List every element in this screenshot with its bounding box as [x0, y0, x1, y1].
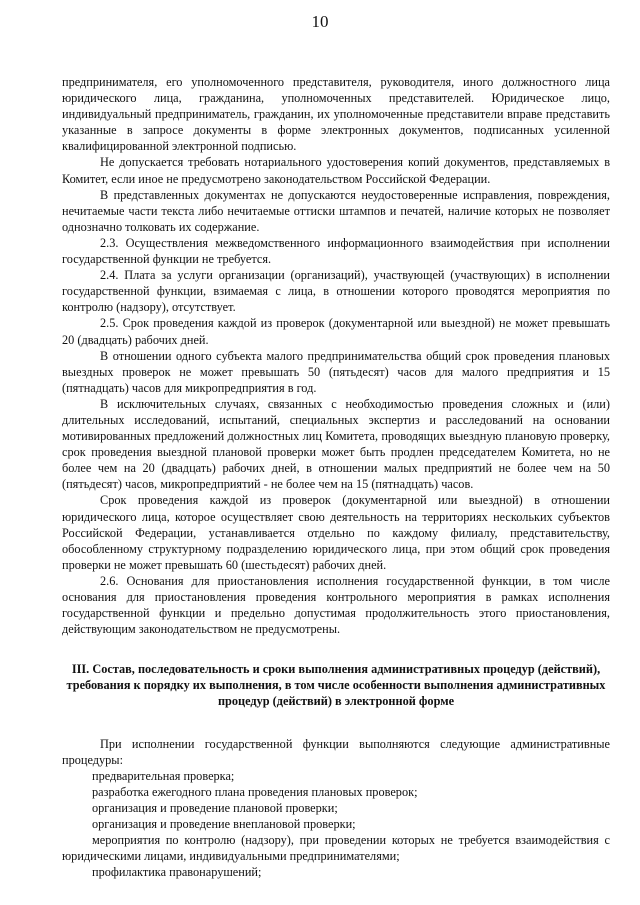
paragraph: Не допускается требовать нотариального удостоверения копий документов, представляемых в Комитет, если иное не предусмотрено законодательством Российской Федерации.	[62, 155, 610, 186]
procedure-item: предварительная проверка;	[92, 768, 235, 783]
paragraph: 2.5. Срок проведения каждой из проверок (документарной или выездной) не может превышать 20 (двадцать) рабочих дней.	[62, 316, 610, 347]
procedure-item: разработка ежегодного плана проведения плановых проверок;	[92, 784, 418, 799]
paragraph: В исключительных случаях, связанных с необходимостью проведения сложных и (или) длительных исследований, испытаний, специальных экспертиз и расследований на основании мотивированных предложений должностных лиц Комитета, проводящих выездную плановую проверку, срок проведения выездной плановой проверки может быть продлен председателем Комитета, но не более чем на 20 (двадцать) рабочих дней, в отношении малых предприятий не более чем на 50 (пятьдесят) часов, микропредприятий - не более чем на 15 (пятнадцать) часов.	[62, 396, 610, 492]
document-body	[62, 74, 610, 880]
paragraph: предпринимателя, его уполномоченного представителя, руководителя, иного должностного лица юридического лица, гражданина, уполномоченных представителей. Юридическое лицо, индивидуальный предприниматель, гражданин, их уполномоченные представители вправе представить указанные в запросе документы в форме электронных документов, подписанных усиленной квалифицированной электронной подписью.	[62, 75, 610, 154]
procedure-item: организация и проведение внеплановой проверки;	[92, 817, 356, 832]
paragraph: 2.6. Основания для приостановления исполнения государственной функции, в том числе основания для приостановления проведения контрольного мероприятия в рамках исполнения государственной функции и предельно допустимая продолжительность этого приостановления, действующим законодательством не предусмотрены.	[62, 573, 610, 637]
procedure-item: организация и проведение плановой проверки;	[92, 800, 338, 815]
paragraph: Срок проведения каждой из проверок (документарной или выездной) в отношении юридического лица, которое осуществляет свою деятельность на территориях нескольких субъектов Российской Федерации, устанавливается отдельно по каждому филиалу, представительству, обособленному структурному подразделению юридического лица, при этом общий срок проведения проверки не может превышать 60 (шестьдесят) рабочих дней.	[62, 493, 610, 572]
procedure-item: мероприятия по контролю (надзору), при проведении которых не требуется взаимодействия с юридическими лицами, индивидуальными предпринимателями;	[62, 833, 610, 864]
paragraph: 2.3. Осуществления межведомственного информационного взаимодействия при исполнении государственной функции не требуется.	[62, 235, 610, 267]
paragraph: В представленных документах не допускаются неудостоверенные исправления, повреждения, нечитаемые части текста либо нечитаемые оттиски штампов и печатей, наличие которых не позволяет однозначно толковать их содержание.	[62, 187, 610, 234]
section-heading: III. Состав, последовательность и сроки выполнения административных процедур (действий), требования к порядку их выполнения, в том числе особенности выполнения административных процедур (действий) в электронной форме	[66, 662, 606, 709]
paragraph: В отношении одного субъекта малого предпринимательства общий срок проведения плановых выездных проверок не может превышать 50 (пятьдесят) часов для малого предприятия и 15 (пятнадцать) часов для микропредприятия в год.	[62, 348, 610, 395]
intro-paragraph: При исполнении государственной функции выполняются следующие административные процедуры:	[62, 736, 610, 767]
paragraph: 2.4. Плата за услуги организации (организаций), участвующей (участвующих) в исполнении государственной функции, взимаемая с лица, в отношении которого проводятся мероприятия по контролю (надзору), отсутствует.	[62, 268, 610, 315]
page-number: 10	[311, 12, 329, 31]
procedure-item: профилактика правонарушений;	[92, 865, 262, 880]
